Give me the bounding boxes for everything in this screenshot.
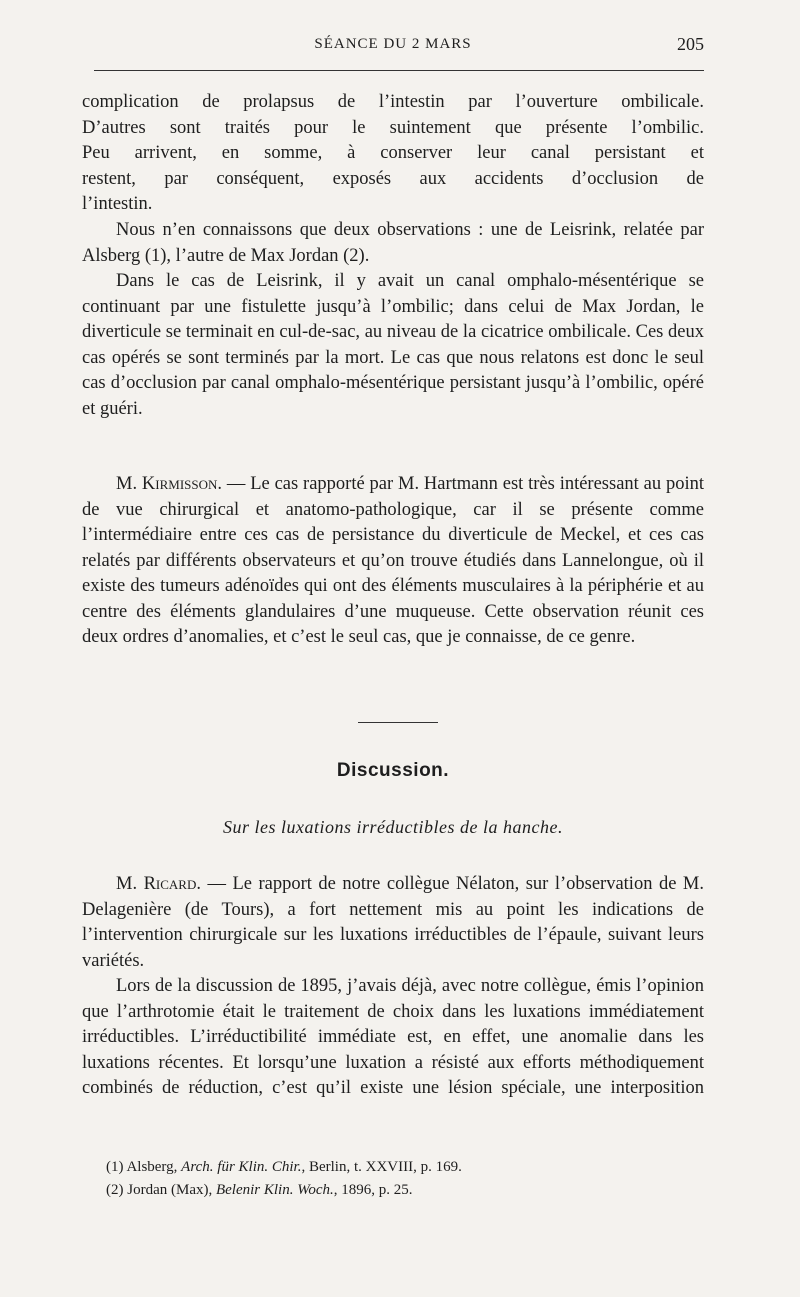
running-head: SÉANCE DU 2 MARS: [314, 36, 472, 52]
footnote-author: Alsberg,: [126, 1159, 178, 1175]
footnotes: [106, 1156, 706, 1202]
paragraph-text: Nous n’en connaissons que deux observations : une de Leisrink, relatée par Alsberg (1), l’autre de Max Jordan (2).: [82, 220, 704, 266]
speaker-name: M. Kirmisson.: [116, 474, 223, 494]
paragraph-observations: [82, 218, 704, 269]
text-line: D’autres sont traités pour le suintement que présente l’ombilic.: [82, 117, 704, 138]
footnote-rest: , 1896, p. 25.: [333, 1182, 413, 1198]
footnote: [106, 1179, 706, 1202]
paragraph-text: Lors de la discussion de 1895, j’avais déjà, avec notre collègue, émis l’opinion que l’arthrotomie était le traitement de choix dans les luxations immédiatement irréductibles. L’irréductibilité immédiate est, en effet, une anomalie dans les luxations récentes. Et lorsqu’une luxation a résisté aux efforts méthodiquement combinés de réduction, c’est qu’il existe une lésion spéciale, une interposition: [82, 976, 704, 1098]
footnote-number: (2): [106, 1182, 124, 1198]
page-number: 205: [677, 34, 704, 54]
footnote-number: (1): [106, 1159, 124, 1175]
paragraph-leisrink: [82, 269, 704, 422]
footnote-source: Belenir Klin. Woch.: [215, 1182, 334, 1198]
footnote-author: Jordan (Max),: [127, 1182, 213, 1198]
paragraph-text: — Le cas rapporté par M. Hartmann est très intéressant au point de vue chirurgical et anatomo-pathologique, car il se présente comme l’intermédiaire entre ces cas de persistance du diverticule de Meckel, et ces cas relatés par différents observateurs et qu’on trouve étudiés dans Lannelongue, où il existe des tumeurs adénoïdes qui ont des éléments musculaires à la périphérie et au centre des éléments glandulaires d’une muqueuse. Cette observation réunit ces deux ordres d’anomalies, et c’est le seul cas, que je connaisse, de ce genre.: [82, 474, 704, 647]
footnote: [106, 1156, 706, 1179]
text-line: Peu arrivent, en somme, à conserver leur canal persistant et: [82, 143, 704, 163]
header-rule: [94, 70, 704, 71]
footnote-rest: , Berlin, t. XXVIII, p. 169.: [301, 1159, 462, 1175]
page-header: [82, 34, 704, 62]
paragraph-text: Dans le cas de Leisrink, il y avait un canal omphalo-mésentérique se continuant par une fistulette jusqu’à l’ombilic; dans celui de Max Jordan, le diverticule se terminait en cul-de-sac, au niveau de la cicatrice ombilicale. Ces deux cas opérés se sont terminés par la mort. Le cas que nous relatons est donc le seul cas d’occlusion par canal omphalo-mésentérique persistant jusqu’à l’ombilic, opéré et guéri.: [82, 271, 704, 419]
text-line: complication de prolapsus de l’intestin par l’ouverture ombilicale.: [82, 92, 704, 112]
speaker-name: M. Ricard.: [116, 874, 201, 894]
paragraph-prolapsus: [82, 90, 704, 218]
text-line: restent, par conséquent, exposés aux accidents d’occlusion de: [82, 168, 704, 189]
paragraph-kirmisson: [82, 472, 704, 651]
text-line: l’intestin.: [82, 194, 153, 214]
paragraph-ricard: [82, 872, 704, 1102]
section-title: Discussion.: [336, 760, 450, 781]
footnote-source: Arch. für Klin. Chir.: [181, 1159, 302, 1175]
paragraph-text: — Le rapport de notre collègue Nélaton, sur l’observation de M. Delagenière (de Tours), a fort nettement mis au point les indications de l’intervention chirurgicale sur les luxations irréductibles de l’épaule, suivant leurs variétés.: [82, 874, 704, 971]
section-divider: [358, 722, 438, 723]
section-subtitle: Sur les luxations irréductibles de la hanche.: [223, 817, 563, 837]
